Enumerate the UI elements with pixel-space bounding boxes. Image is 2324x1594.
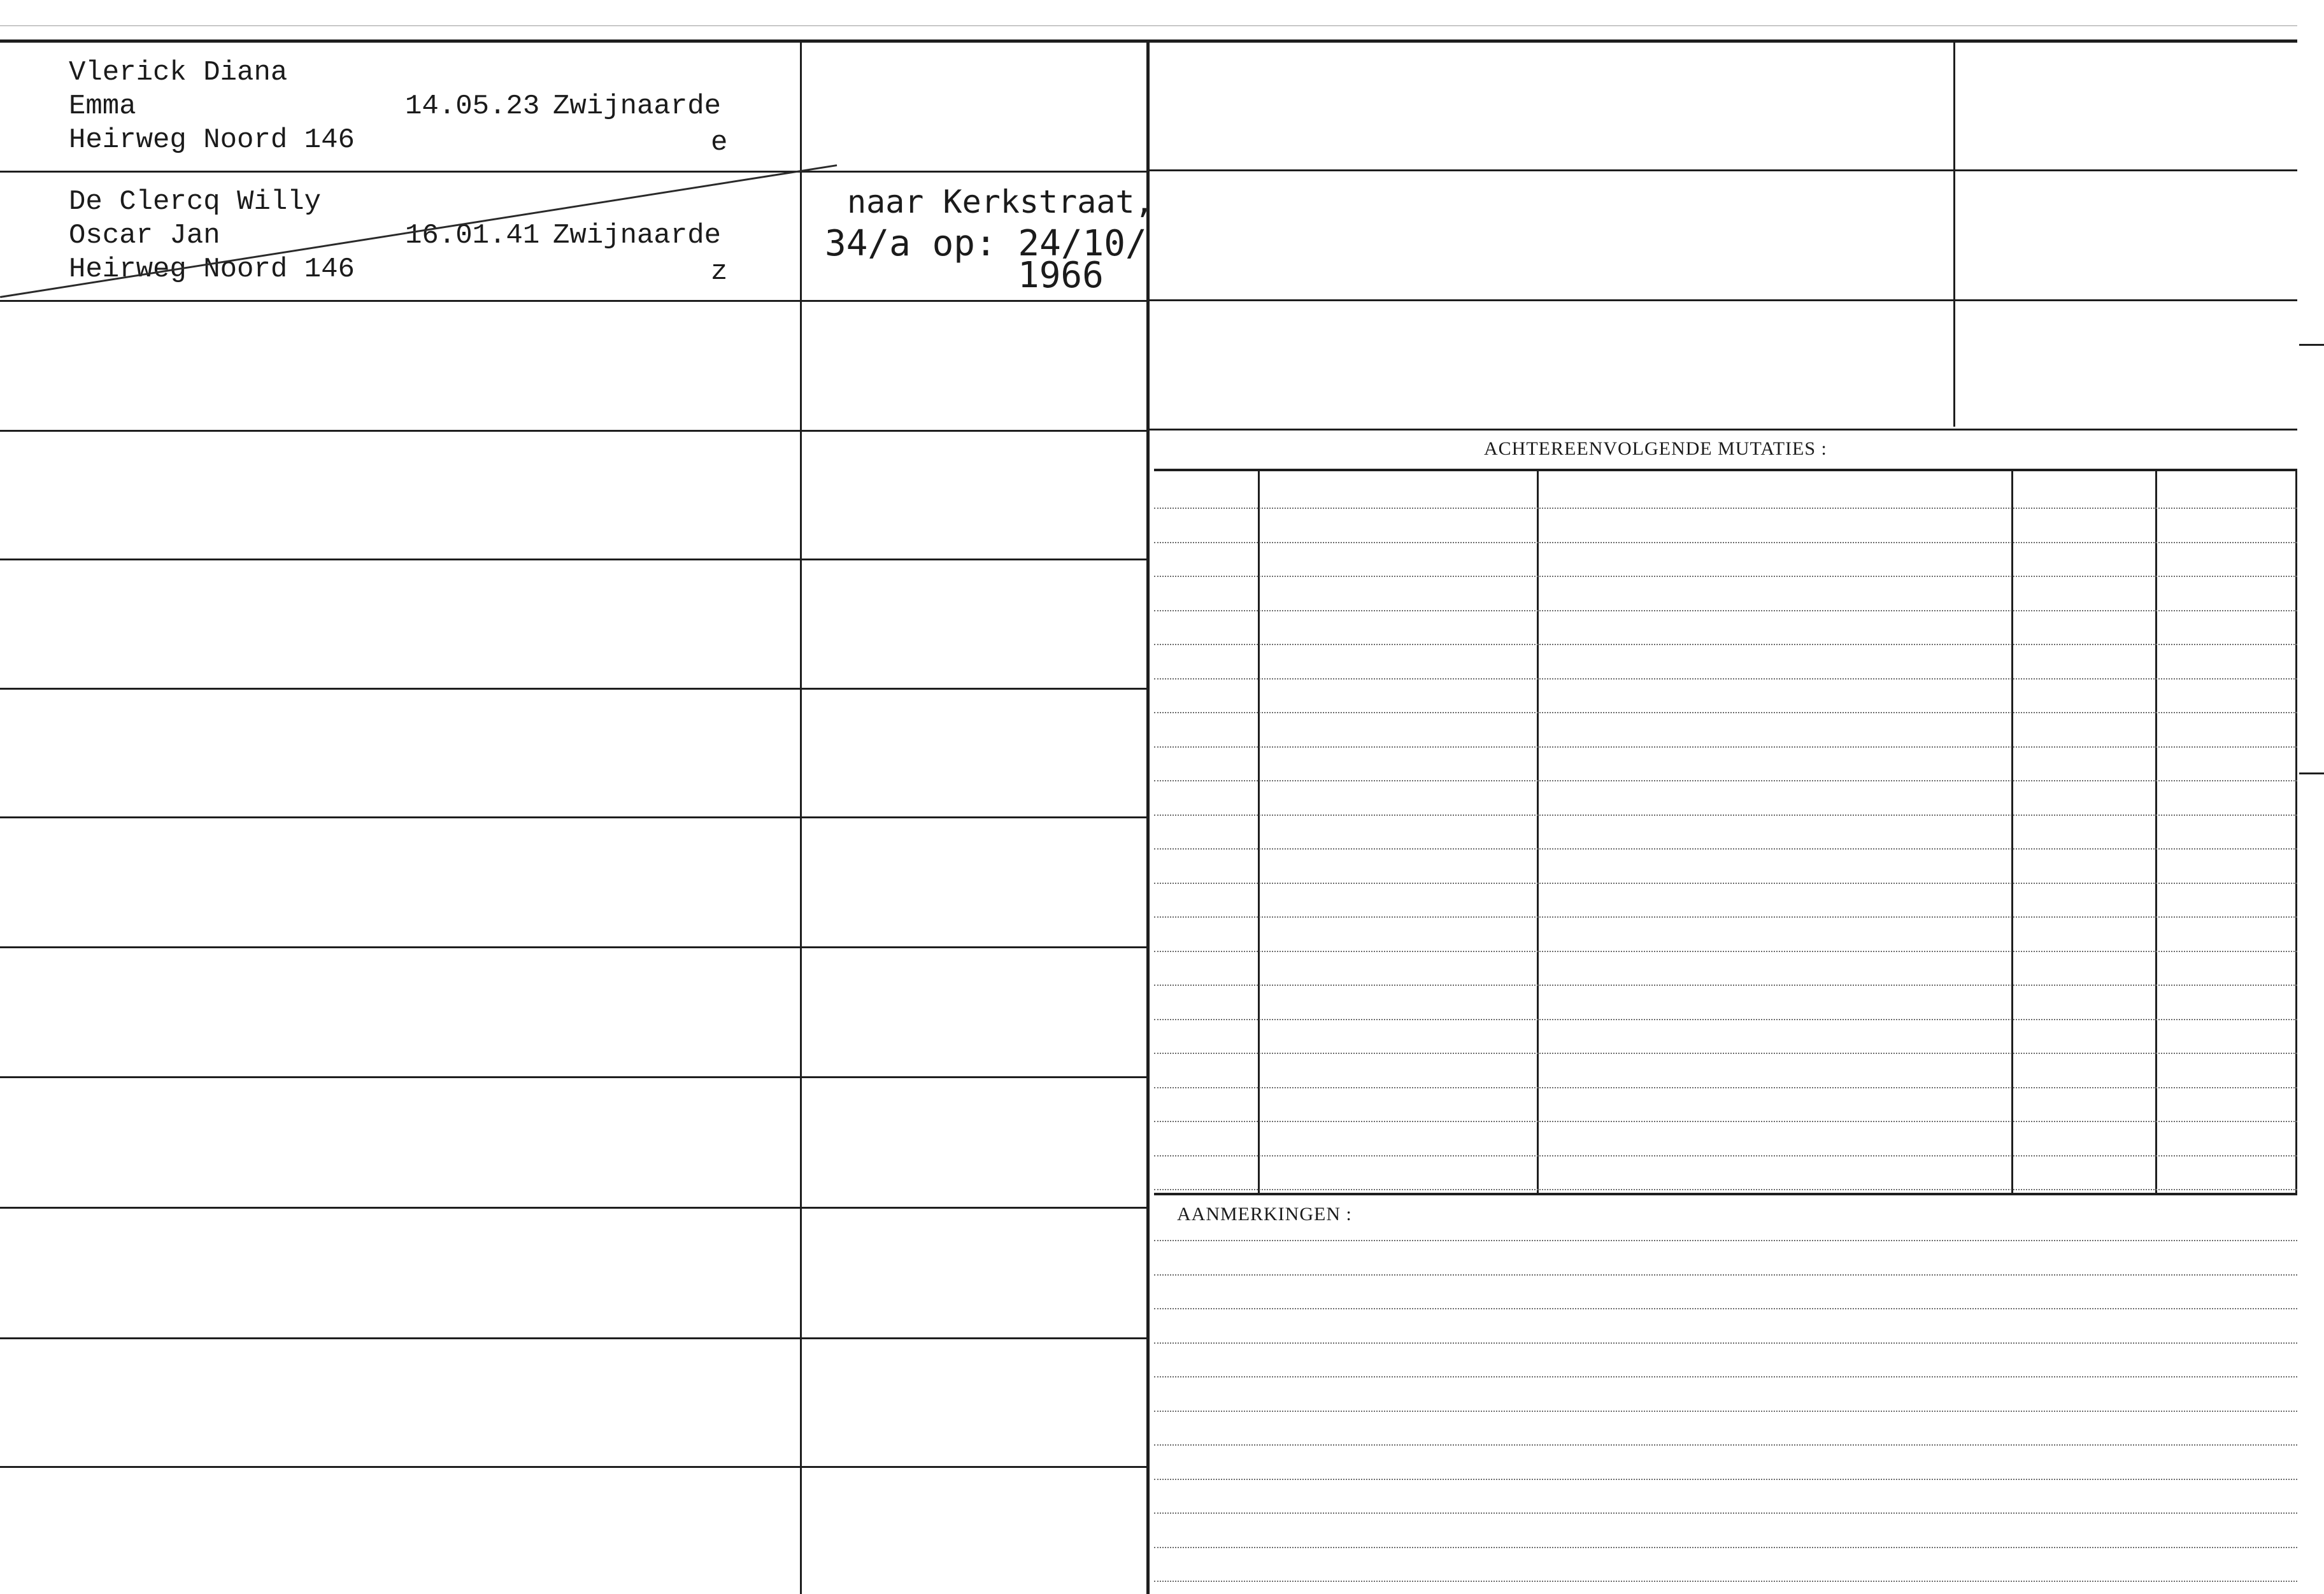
record-2-birth-place: Zwijnaarde — [553, 220, 722, 252]
record-1-birth-place: Zwijnaarde — [553, 90, 722, 122]
mutations-col-divider — [2155, 471, 2157, 1193]
row-line — [0, 559, 1146, 560]
record-2-code: z — [711, 256, 728, 288]
column-divider-left — [800, 43, 802, 1594]
row-line — [0, 1076, 1146, 1078]
mutations-heading: ACHTEREENVOLGENDE MUTATIES : — [1484, 438, 1827, 459]
mutation-ruled-line — [1154, 951, 2297, 952]
mutation-ruled-line — [1154, 678, 2297, 680]
row-line — [0, 1337, 1146, 1339]
mutation-ruled-line — [1154, 883, 2297, 884]
remark-ruled-line — [1154, 1308, 2297, 1309]
record-1-given-names: Emma — [69, 90, 136, 122]
right-row-line — [1150, 169, 2297, 171]
mutation-ruled-line — [1154, 1053, 2297, 1054]
edge-tick — [2299, 344, 2324, 346]
edge-tick — [2299, 772, 2324, 774]
mutation-ruled-line — [1154, 1019, 2297, 1020]
mutation-ruled-line — [1154, 508, 2297, 509]
remark-ruled-line — [1154, 1512, 2297, 1514]
remark-ruled-line — [1154, 1240, 2297, 1241]
mutation-ruled-line — [1154, 1189, 2297, 1190]
remark-ruled-line — [1154, 1444, 2297, 1446]
mutation-ruled-line — [1154, 610, 2297, 611]
record-2-note-line1: naar Kerkstraat, — [847, 183, 1154, 220]
mutation-ruled-line — [1154, 1087, 2297, 1088]
mutations-col-divider — [1258, 471, 1260, 1193]
record-2-birth-date: 16.01.41 — [405, 220, 540, 252]
column-divider-middle — [1146, 43, 1150, 1594]
row-line — [0, 1207, 1146, 1209]
remark-ruled-line — [1154, 1547, 2297, 1548]
right-row-line — [1150, 299, 2297, 301]
mutation-ruled-line — [1154, 780, 2297, 781]
mutation-ruled-line — [1154, 1121, 2297, 1122]
mutations-col-divider — [1537, 471, 1539, 1193]
row-line — [0, 171, 1146, 173]
row-line — [0, 300, 1146, 302]
mutation-ruled-line — [1154, 644, 2297, 645]
mutations-col-divider — [2011, 471, 2013, 1193]
remark-ruled-line — [1154, 1479, 2297, 1480]
record-2-given-names: Oscar Jan — [69, 220, 220, 252]
top-faint-border — [0, 25, 2297, 26]
mutation-ruled-line — [1154, 576, 2297, 577]
remark-ruled-line — [1154, 1411, 2297, 1412]
mutation-ruled-line — [1154, 542, 2297, 543]
record-1-code: e — [711, 127, 728, 159]
mutations-table-top — [1154, 469, 2297, 471]
row-line — [0, 1466, 1146, 1468]
mutation-ruled-line — [1154, 815, 2297, 816]
row-line — [0, 946, 1146, 948]
record-1-address: Heirweg Noord 146 — [69, 124, 355, 156]
row-line — [0, 430, 1146, 432]
remarks-heading: AANMERKINGEN : — [1177, 1204, 1352, 1225]
row-line — [0, 816, 1146, 818]
row-line — [0, 688, 1146, 690]
record-2-name: De Clercq Willy — [69, 186, 322, 218]
column-divider-right-top — [1953, 43, 1955, 427]
record-1-birth-date: 14.05.23 — [405, 90, 540, 122]
mutation-ruled-line — [1154, 1155, 2297, 1156]
remark-ruled-line — [1154, 1342, 2297, 1344]
mutation-ruled-line — [1154, 985, 2297, 986]
remark-ruled-line — [1154, 1274, 2297, 1276]
remark-ruled-line — [1154, 1376, 2297, 1377]
record-2-note-line3: 1966 — [1018, 255, 1104, 296]
mutation-ruled-line — [1154, 746, 2297, 748]
mutations-table-bottom — [1154, 1193, 2297, 1195]
record-2-address: Heirweg Noord 146 — [69, 253, 355, 285]
mutation-ruled-line — [1154, 916, 2297, 918]
record-1-name: Vlerick Diana — [69, 57, 288, 89]
record-2-note-line2: 34/a op: 24/10/ — [825, 223, 1147, 264]
mutations-col-divider — [2295, 471, 2297, 1193]
mutation-ruled-line — [1154, 712, 2297, 713]
right-row-line — [1150, 429, 2297, 431]
remark-ruled-line — [1154, 1581, 2297, 1582]
mutation-ruled-line — [1154, 848, 2297, 850]
